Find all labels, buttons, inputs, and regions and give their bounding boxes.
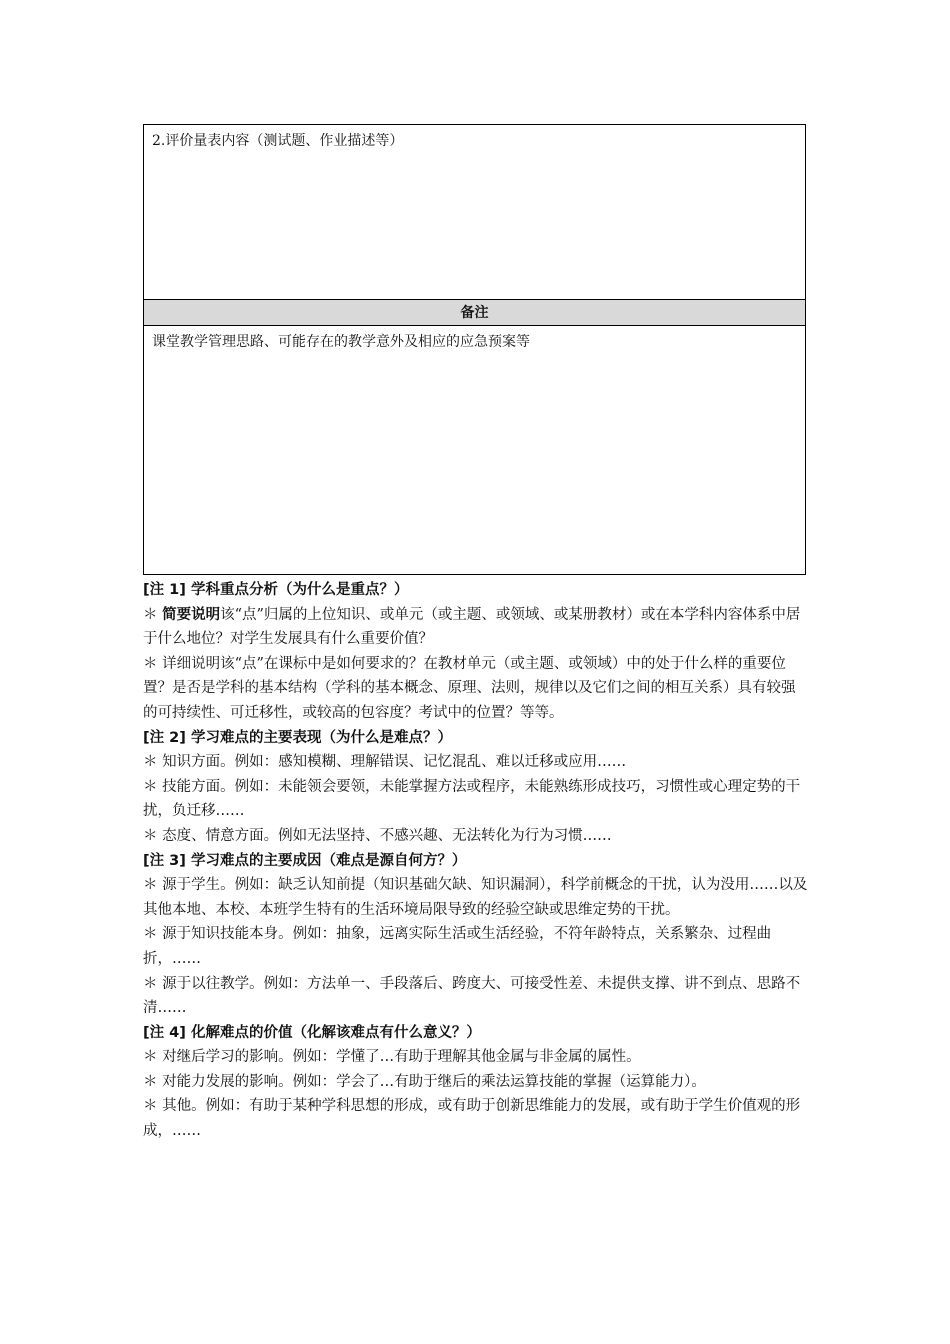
remarks-cell — [144, 326, 805, 574]
note-4-title: [注 4] 化解难点的价值（化解该难点有什么意义？） — [143, 1024, 481, 1041]
note-2-item-3: ＊ 态度、情意方面。例如无法坚持、不感兴趣、无法转化为行为习惯…… — [143, 827, 612, 844]
note-2-item-1: ＊ 知识方面。例如：感知模糊、理解错误、记忆混乱、难以迁移或应用…… — [143, 754, 627, 771]
note-1-item-1 — [143, 603, 809, 652]
form-table — [143, 124, 806, 575]
note-4-item-3: ＊ 其他。例如：有助于某种学科思想的形成，或有助于创新思维能力的发展，或有助于学生价值观的形成，…… — [143, 1098, 801, 1140]
note-4-item-2: ＊ 对能力发展的影响。例如：学会了…有助于继后的乘法运算技能的掌握（运算能力）。 — [143, 1073, 706, 1090]
note-3-item-2: ＊ 源于知识技能本身。例如：抽象，远离实际生活或生活经验，不符年龄特点，关系繁杂、过程曲折，…… — [143, 926, 772, 967]
note-1-title: [注 1] 学科重点分析（为什么是重点？） — [143, 582, 409, 598]
remarks-header: 备注 — [144, 300, 805, 326]
note-3-item-1: ＊ 源于学生。例如：缺乏认知前提（知识基础欠缺、知识漏洞），科学前概念的干扰，认为没用……以及其他本地、本校、本班学生特有的生活环境局限导致的经验空缺或思维定势的干扰。 — [143, 877, 808, 918]
note-2-title: [注 2] 学习难点的主要表现（为什么是难点？） — [143, 729, 452, 746]
note-1-item-2: ＊ 详细说明该“点”在课标中是如何要求的？在教材单元（或主题、或领域）中的处于什么样的重要位置？是否是学科的基本结构（学科的基本概念、原理、法则，规律以及它们之间的相互关系）具有较强的可持续性、可迁移性，或较高的包容度？考试中的位置？等等。 — [143, 655, 796, 721]
note-2-item-2: ＊ 技能方面。例如：未能领会要领，未能掌握方法或程序，未能熟练形成技巧，习惯性或心理定势的干扰，负迁移…… — [143, 778, 801, 820]
brief-label: 简要说明 — [162, 606, 221, 623]
notes-section — [143, 578, 809, 1144]
evaluation-scale-cell — [144, 125, 805, 300]
note-3-item-3: ＊ 源于以往教学。例如：方法单一、手段落后、跨度大、可接受性差、未提供支撑、讲不到点、思路不清…… — [143, 975, 801, 1017]
remarks-label: 课堂教学管理思路、可能存在的教学意外及相应的应急预案等 — [152, 334, 530, 350]
note-4-item-1: ＊ 对继后学习的影响。例如：学懂了…有助于理解其他金属与非金属的属性。 — [143, 1049, 641, 1066]
evaluation-scale-label: 2.评价量表内容（测试题、作业描述等） — [152, 133, 404, 149]
bullet-prefix: ＊ — [143, 606, 163, 623]
note-3-title: [注 3] 学习难点的主要成因（难点是源自何方？） — [143, 852, 467, 869]
note-1-item-1-text: 该“点”归属的上位知识、或单元（或主题、或领域、或某册教材）或在本学科内容体系中居于什么地位？对学生发展具有什么重要价值？ — [143, 606, 801, 648]
